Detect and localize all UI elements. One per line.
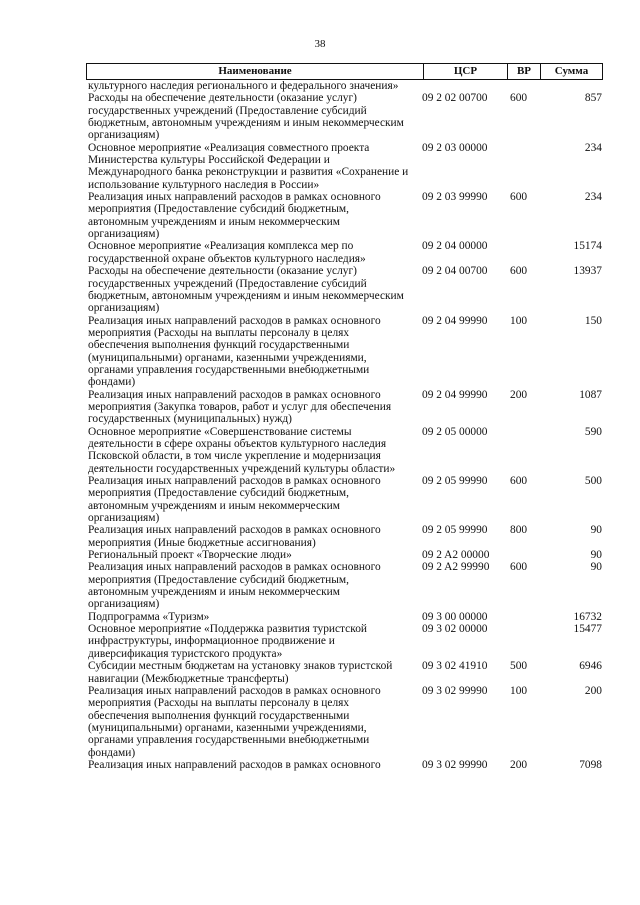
- row-name: [88, 561, 422, 610]
- row-sum: 13937: [573, 265, 602, 278]
- row-name: [88, 759, 422, 771]
- row-sum: 200: [584, 684, 602, 697]
- table-row: [88, 389, 602, 426]
- row-sum: 16732: [573, 610, 602, 623]
- row-name-line: Реализация иных направлений расходов в рамках основного: [88, 475, 381, 487]
- table-row: [88, 426, 602, 475]
- row-vr: 800: [510, 524, 528, 537]
- row-name-line: фондами): [88, 746, 136, 759]
- row-name: [88, 660, 422, 685]
- row-name-line: Основное мероприятие «Реализация совместного проекта: [88, 141, 370, 154]
- header-sum: Сумма: [541, 64, 603, 80]
- row-name-line: органами управления государственными внебюджетными: [88, 363, 370, 376]
- row-name-line: органами управления государственными внебюджетными: [88, 734, 370, 747]
- row-name-line: автономным учреждениям и иным некоммерческим: [88, 215, 340, 228]
- row-sum: 15174: [573, 240, 602, 253]
- row-name-line: мероприятия (Расходы на выплаты персоналу в целях: [88, 697, 350, 710]
- row-csr: 09 2 04 99990: [422, 314, 488, 327]
- row-name: [88, 80, 422, 92]
- row-name-line: Реализация иных направлений расходов в рамках основного: [88, 684, 381, 697]
- row-name: [88, 240, 422, 265]
- row-name: [88, 426, 422, 475]
- row-vr: 600: [510, 475, 528, 487]
- row-name-line: организациям): [88, 598, 160, 611]
- row-name: [88, 389, 422, 426]
- row-name-line: культурного наследия регионального и федерального значения»: [88, 80, 399, 92]
- row-name-line: государственной охране объектов культурного наследия»: [88, 252, 366, 265]
- row-name-line: организациям): [88, 228, 160, 241]
- row-name-line: организациям): [88, 129, 160, 142]
- row-vr: 100: [510, 314, 528, 327]
- row-csr: 09 3 02 99990: [422, 684, 488, 697]
- table-row: [88, 80, 602, 92]
- row-name-line: Основное мероприятие «Реализация комплекса мер по: [88, 240, 354, 253]
- row-vr: 200: [510, 388, 528, 401]
- row-name-line: Подпрограмма «Туризм»: [88, 610, 210, 623]
- table-row: [88, 561, 602, 610]
- row-name: [88, 549, 422, 561]
- table-row: [88, 623, 602, 660]
- row-csr: 09 3 02 41910: [422, 660, 488, 673]
- row-name-line: Реализация иных направлений расходов в рамках основного: [88, 758, 381, 771]
- row-sum: 1087: [579, 388, 602, 401]
- row-name: [88, 475, 422, 524]
- row-name-line: бюджетным, автономным учреждениям и иным некоммерческим: [88, 117, 404, 130]
- row-csr: 09 2 05 99990: [422, 524, 488, 537]
- row-name-line: фондами): [88, 376, 136, 389]
- row-name-line: обеспечения выполнения функций государственными: [88, 709, 350, 722]
- row-csr: 09 2 05 00000: [422, 425, 488, 438]
- row-csr: 09 3 02 99990: [422, 758, 488, 771]
- row-name-line: Субсидии местным бюджетам на установку знаков туристской: [88, 660, 393, 673]
- table-row: [88, 524, 602, 549]
- row-name-line: Министерства культуры Российской Федерации и: [88, 154, 330, 167]
- row-csr: 09 2 05 99990: [422, 475, 488, 487]
- row-csr: 09 2 A2 00000: [422, 549, 490, 562]
- row-sum: 857: [584, 92, 602, 105]
- row-name-line: мероприятия (Иные бюджетные ассигнования): [88, 536, 316, 549]
- row-name-line: навигации (Межбюджетные трансферты): [88, 672, 289, 685]
- row-name-line: автономным учреждениям и иным некоммерческим: [88, 499, 340, 512]
- row-name-line: Реализация иных направлений расходов в рамках основного: [88, 524, 381, 537]
- table-row: [88, 660, 602, 685]
- row-name: [88, 524, 422, 549]
- row-name-line: (муниципальными) органами, казенными учреждениями,: [88, 721, 367, 734]
- table-row: [88, 142, 602, 191]
- row-name-line: организациям): [88, 302, 160, 315]
- row-name-line: организациям): [88, 512, 160, 525]
- row-name-line: использование культурного наследия в России»: [88, 178, 320, 191]
- row-name-line: мероприятия (Предоставление субсидий бюджетным,: [88, 203, 349, 216]
- row-name: [88, 623, 422, 660]
- row-name-line: бюджетным, автономным учреждениям и иным некоммерческим: [88, 289, 404, 302]
- row-csr: 09 3 00 00000: [422, 610, 488, 623]
- row-name-line: обеспечения выполнения функций государственными: [88, 339, 350, 352]
- row-name-line: Реализация иных направлений расходов в рамках основного: [88, 191, 381, 204]
- row-sum: 150: [584, 314, 602, 327]
- table-body: [88, 80, 602, 771]
- row-csr: 09 2 03 00000: [422, 141, 488, 154]
- row-name-line: деятельности в сфере охраны объектов культурного наследия: [88, 437, 387, 450]
- header-vr: ВР: [508, 64, 541, 80]
- row-sum: 7098: [579, 758, 602, 771]
- table-row: [88, 92, 602, 141]
- table-row: [88, 759, 602, 771]
- table-row: [88, 549, 602, 561]
- row-sum: 90: [590, 524, 602, 537]
- row-name: [88, 685, 422, 759]
- table-row: [88, 265, 602, 314]
- row-vr: 100: [510, 684, 528, 697]
- row-sum: 6946: [579, 660, 602, 673]
- row-vr: 500: [510, 660, 528, 673]
- table-row: [88, 191, 602, 240]
- table-row: [88, 611, 602, 623]
- row-sum: 15477: [573, 623, 602, 636]
- row-vr: 200: [510, 758, 528, 771]
- page-number: 38: [314, 38, 326, 50]
- row-csr: 09 2 04 00000: [422, 240, 488, 253]
- table-header: [86, 63, 603, 80]
- row-sum: 234: [584, 141, 602, 154]
- header-csr: ЦСР: [424, 64, 508, 80]
- row-name: [88, 611, 422, 623]
- row-name-line: мероприятия (Закупка товаров, работ и услуг для обеспечения: [88, 400, 392, 413]
- row-csr: 09 2 04 00700: [422, 265, 488, 278]
- table-row: [88, 240, 602, 265]
- row-name: [88, 191, 422, 240]
- row-csr: 09 2 A2 99990: [422, 561, 490, 574]
- row-name: [88, 315, 422, 389]
- row-vr: 600: [510, 92, 528, 105]
- row-name-line: Псковской области, в том числе укрепление и модернизация: [88, 450, 381, 463]
- row-sum: 500: [584, 475, 602, 487]
- row-csr: 09 2 04 99990: [422, 388, 488, 401]
- row-name: [88, 92, 422, 141]
- row-name-line: Реализация иных направлений расходов в рамках основного: [88, 561, 381, 574]
- row-name-line: диверсификация туристского продукта»: [88, 647, 283, 660]
- row-sum: 234: [584, 191, 602, 204]
- row-name-line: (муниципальными) органами, казенными учреждениями,: [88, 351, 367, 364]
- row-name-line: государственных учреждений (Предоставление субсидий: [88, 277, 367, 290]
- row-sum: 590: [584, 425, 602, 438]
- row-name-line: мероприятия (Предоставление субсидий бюджетным,: [88, 573, 349, 586]
- row-csr: 09 3 02 00000: [422, 623, 488, 636]
- header-name: Наименование: [87, 64, 424, 80]
- table-row: [88, 475, 602, 524]
- row-name-line: Основное мероприятие «Поддержка развития туристской: [88, 623, 367, 636]
- row-name-line: Региональный проект «Творческие люди»: [88, 549, 292, 562]
- row-name-line: инфраструктуры, информационное продвижение и: [88, 635, 335, 648]
- row-sum: 90: [590, 549, 602, 562]
- row-csr: 09 2 02 00700: [422, 92, 488, 105]
- row-name: [88, 265, 422, 314]
- row-vr: 600: [510, 561, 528, 574]
- row-name-line: мероприятия (Расходы на выплаты персоналу в целях: [88, 326, 350, 339]
- row-vr: 600: [510, 265, 528, 278]
- row-name-line: Расходы на обеспечение деятельности (оказание услуг): [88, 92, 357, 105]
- row-sum: 90: [590, 561, 602, 574]
- row-name-line: Реализация иных направлений расходов в рамках основного: [88, 314, 381, 327]
- row-name-line: Основное мероприятие «Совершенствование системы: [88, 425, 352, 438]
- table-row: [88, 315, 602, 389]
- row-name-line: деятельности государственных учреждений культуры области»: [88, 462, 396, 475]
- row-name-line: мероприятия (Предоставление субсидий бюджетным,: [88, 487, 349, 500]
- row-vr: 600: [510, 191, 528, 204]
- row-name-line: Международного банка реконструкции и развития «Сохранение и: [88, 166, 409, 179]
- row-name-line: Реализация иных направлений расходов в рамках основного: [88, 388, 381, 401]
- row-name-line: автономным учреждениям и иным некоммерческим: [88, 586, 340, 599]
- row-csr: 09 2 03 99990: [422, 191, 488, 204]
- row-name-line: государственных учреждений (Предоставление субсидий: [88, 104, 367, 117]
- row-name: [88, 142, 422, 191]
- table-row: [88, 685, 602, 759]
- row-name-line: Расходы на обеспечение деятельности (оказание услуг): [88, 265, 357, 278]
- row-name-line: государственных (муниципальных) нужд): [88, 413, 292, 426]
